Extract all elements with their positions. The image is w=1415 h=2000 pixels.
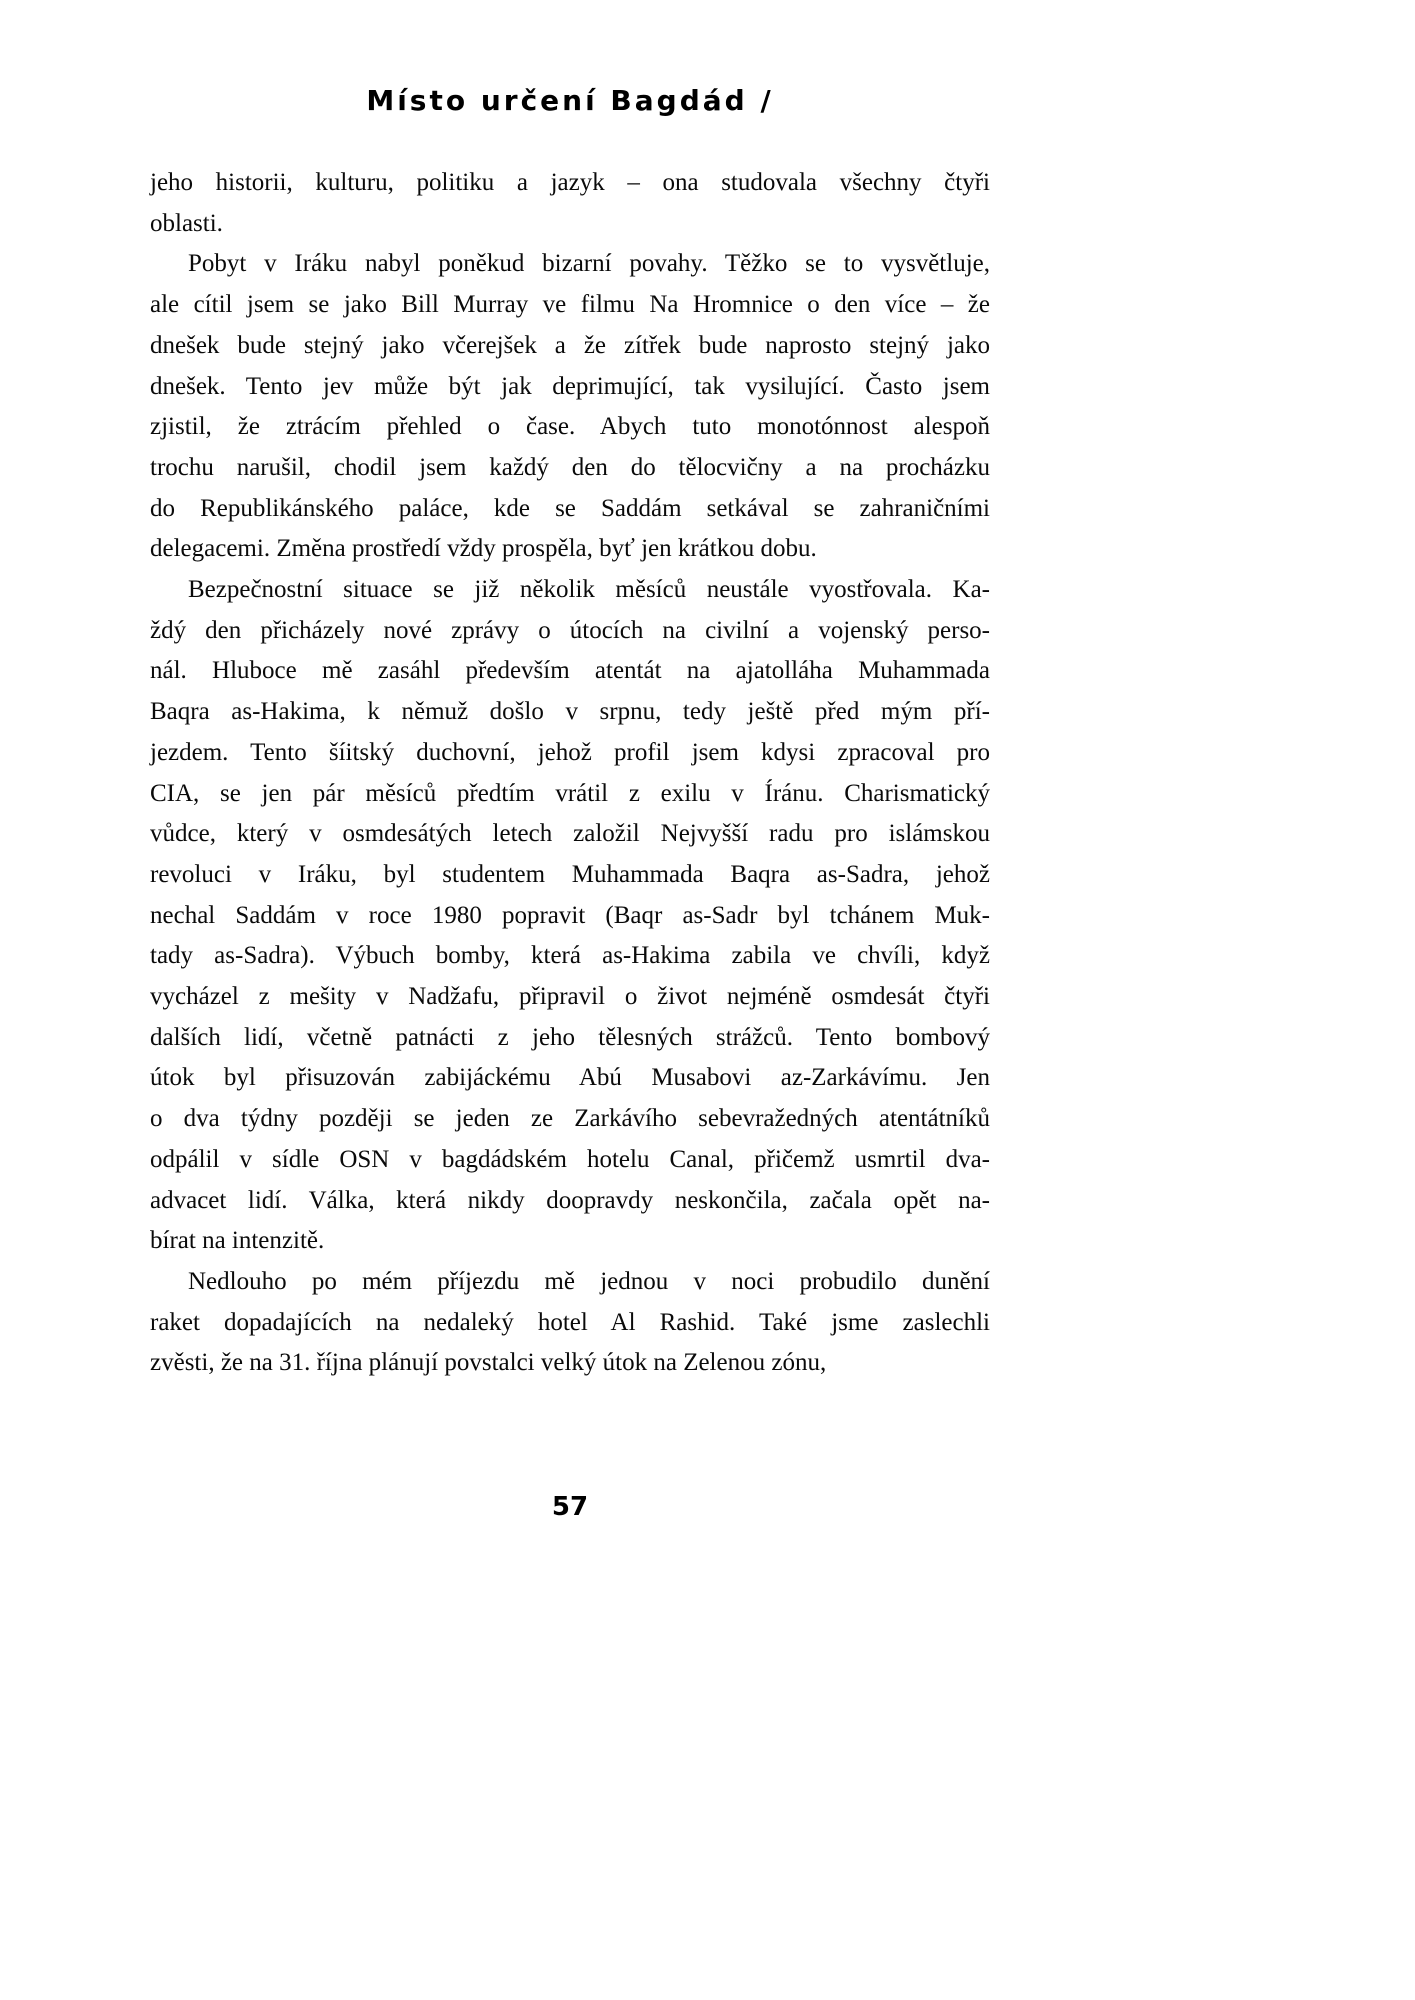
paragraph <box>150 244 990 570</box>
content-column <box>150 0 990 2000</box>
body-text <box>150 163 990 1384</box>
text-line: nechal Saddám v roce 1980 popravit (Baqr as-Sadr byl tchánem Muk- <box>150 901 990 929</box>
text-line: dalších lidí, včetně patnácti z jeho tělesných strážců. Tento bombový <box>150 1023 990 1051</box>
text-line: do Republikánského paláce, kde se Saddám setkával se zahraničními <box>150 494 990 522</box>
text-line: advacet lidí. Válka, která nikdy doopravdy neskončila, začala opět na- <box>150 1186 990 1214</box>
paragraph <box>150 1262 990 1384</box>
text-line: jezdem. Tento šíitský duchovní, jehož profil jsem kdysi zpracoval pro <box>150 738 990 766</box>
text-line: Nedlouho po mém příjezdu mě jednou v noci probudilo dunění <box>188 1267 990 1295</box>
text-line: ale cítil jsem se jako Bill Murray ve filmu Na Hromnice o den více – že <box>150 291 990 319</box>
text-line: útok byl přisuzován zabijáckému Abú Musabovi az-Zarkávímu. Jen <box>150 1064 990 1092</box>
text-line: oblasti. <box>150 209 223 237</box>
text-line: odpálil v sídle OSN v bagdádském hotelu Canal, přičemž usmrtil dva- <box>150 1145 990 1173</box>
text-line: trochu narušil, chodil jsem každý den do tělocvičny a na procházku <box>150 453 990 481</box>
text-line: Bezpečnostní situace se již několik měsíců neustále vyostřovala. Ka- <box>188 576 990 604</box>
paragraph <box>150 570 990 1262</box>
text-line: raket dopadajících na nedaleký hotel Al Rashid. Také jsme zaslechli <box>150 1308 990 1336</box>
page-number: 57 <box>551 1492 589 1522</box>
text-line: vůdce, který v osmdesátých letech založil Nejvyšší radu pro islámskou <box>150 820 990 848</box>
paragraph <box>150 163 990 244</box>
running-header: Místo určení Bagdád / <box>366 84 774 117</box>
text-line: zjistil, že ztrácím přehled o čase. Abych tuto monotónnost alespoň <box>150 413 990 441</box>
text-line: Pobyt v Iráku nabyl poněkud bizarní povahy. Těžko se to vysvětluje, <box>188 250 990 278</box>
text-line: ždý den přicházely nové zprávy o útocích na civilní a vojenský perso- <box>150 616 990 644</box>
text-line: zvěsti, že na 31. října plánují povstalci velký útok na Zelenou zónu, <box>150 1349 827 1377</box>
text-line: revoluci v Iráku, byl studentem Muhammada Baqra as-Sadra, jehož <box>150 860 990 888</box>
text-line: o dva týdny později se jeden ze Zarkávího sebevražedných atentátníků <box>150 1105 990 1133</box>
text-line: Baqra as-Hakima, k němuž došlo v srpnu, tedy ještě před mým pří- <box>150 698 990 726</box>
text-line: delegacemi. Změna prostředí vždy prospěla, byť jen krátkou dobu. <box>150 535 817 563</box>
text-line: tady as-Sadra). Výbuch bomby, která as-Hakima zabila ve chvíli, když <box>150 942 990 970</box>
text-line: jeho historii, kulturu, politiku a jazyk – ona studovala všechny čtyři <box>150 169 990 196</box>
text-line: nál. Hluboce mě zasáhl především atentát na ajatolláha Muhammada <box>150 657 990 685</box>
text-line: bírat na intenzitě. <box>150 1227 325 1255</box>
text-line: dnešek. Tento jev může být jak deprimující, tak vysilující. Často jsem <box>150 372 990 400</box>
text-line: dnešek bude stejný jako včerejšek a že zítřek bude naprosto stejný jako <box>150 331 990 359</box>
text-line: vycházel z mešity v Nadžafu, připravil o život nejméně osmdesát čtyři <box>150 983 990 1011</box>
text-line: CIA, se jen pár měsíců předtím vrátil z exilu v Íránu. Charismatický <box>150 779 990 807</box>
